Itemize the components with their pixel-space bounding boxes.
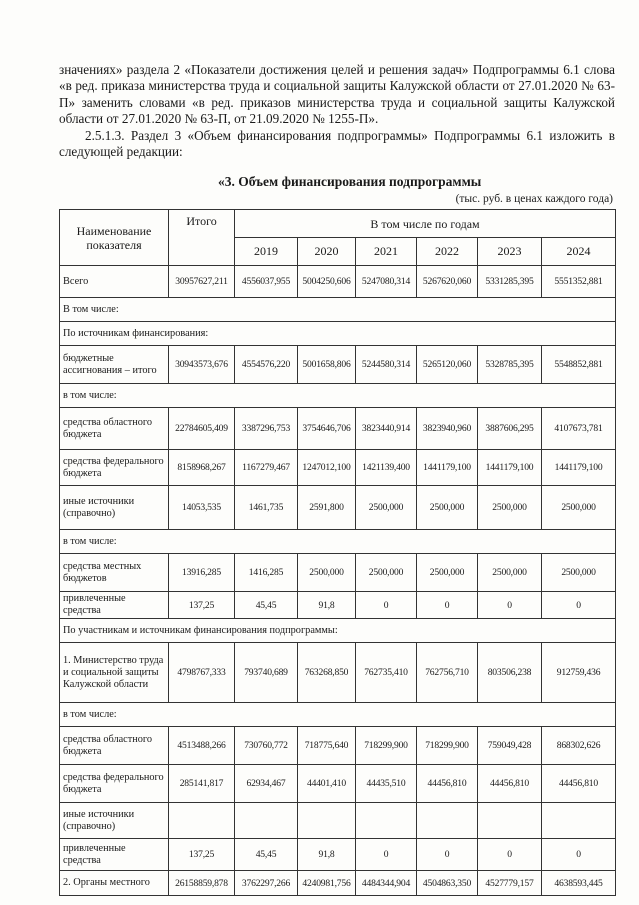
units-note: (тыс. руб. в ценах каждого года): [455, 193, 613, 205]
cell-year-2021: 762735,410: [356, 643, 417, 703]
table-row: [60, 298, 616, 322]
cell-year-2019: 62934,467: [235, 765, 298, 803]
table-row: [60, 266, 616, 298]
cell-year-2024: 868302,626: [542, 727, 616, 765]
row-label: бюджетные ассигнования – итого: [60, 346, 169, 384]
cell-year-2021: 3823440,914: [356, 408, 417, 450]
row-total: 26158859,878: [169, 871, 235, 896]
cell-year-2024: 5548852,881: [542, 346, 616, 384]
cell-year-2023: 1441179,100: [478, 450, 542, 486]
section-instruction-text: 2.5.1.3. Раздел 3 «Объем финансирования подпрограммы» Подпрограммы 6.1 изложить в следующей редакции:: [59, 128, 615, 160]
cell-year-2024: 1441179,100: [542, 450, 616, 486]
financing-table: [59, 209, 616, 896]
cell-year-2021: 718299,900: [356, 727, 417, 765]
cell-year-2019: 3387296,753: [235, 408, 298, 450]
row-subheading: в том числе:: [60, 530, 616, 554]
cell-year-2019: 1416,285: [235, 554, 298, 592]
cell-year-2020: 1247012,100: [298, 450, 356, 486]
cell-year-2023: 5328785,395: [478, 346, 542, 384]
cell-year-2019: 45,45: [235, 592, 298, 619]
row-total: [169, 803, 235, 839]
cell-year-2019: 45,45: [235, 839, 298, 871]
cell-year-2023: 0: [478, 592, 542, 619]
cell-year-2023: 803506,238: [478, 643, 542, 703]
cell-year-2019: 1167279,467: [235, 450, 298, 486]
cell-year-2022: 718299,900: [417, 727, 478, 765]
cell-year-2020: 763268,850: [298, 643, 356, 703]
cell-year-2023: 2500,000: [478, 486, 542, 530]
row-subheading: По участникам и источникам финансирования подпрограммы:: [60, 619, 616, 643]
cell-year-2024: 912759,436: [542, 643, 616, 703]
cell-year-2020: 5001658,806: [298, 346, 356, 384]
row-total: 137,25: [169, 592, 235, 619]
cell-year-2022: 762756,710: [417, 643, 478, 703]
table-row: [60, 450, 616, 486]
table-row: [60, 384, 616, 408]
cell-year-2024: 5551352,881: [542, 266, 616, 298]
year-2019: 2019: [235, 238, 298, 266]
table-row: [60, 486, 616, 530]
cell-year-2021: 44435,510: [356, 765, 417, 803]
table-row: [60, 803, 616, 839]
year-2023: 2023: [478, 238, 542, 266]
row-total: 4798767,333: [169, 643, 235, 703]
cell-year-2023: 4527779,157: [478, 871, 542, 896]
row-total: 13916,285: [169, 554, 235, 592]
row-label: средства областного бюджета: [60, 408, 169, 450]
cell-year-2023: [478, 803, 542, 839]
cell-year-2022: 2500,000: [417, 486, 478, 530]
row-label: средства местных бюджетов: [60, 554, 169, 592]
cell-year-2024: 0: [542, 592, 616, 619]
table-row: [60, 703, 616, 727]
row-subheading: По источникам финансирования:: [60, 322, 616, 346]
cell-year-2019: 1461,735: [235, 486, 298, 530]
row-label: средства федерального бюджета: [60, 450, 169, 486]
cell-year-2020: 91,8: [298, 839, 356, 871]
cell-year-2021: [356, 803, 417, 839]
cell-year-2020: 718775,640: [298, 727, 356, 765]
cell-year-2019: 4554576,220: [235, 346, 298, 384]
cell-year-2022: 5265120,060: [417, 346, 478, 384]
cell-year-2021: 2500,000: [356, 486, 417, 530]
table-row: [60, 839, 616, 871]
cell-year-2019: 730760,772: [235, 727, 298, 765]
cell-year-2021: 0: [356, 592, 417, 619]
cell-year-2023: 3887606,295: [478, 408, 542, 450]
cell-year-2022: 2500,000: [417, 554, 478, 592]
cell-year-2023: 0: [478, 839, 542, 871]
cell-year-2022: 3823940,960: [417, 408, 478, 450]
row-total: 30943573,676: [169, 346, 235, 384]
cell-year-2020: 2591,800: [298, 486, 356, 530]
cell-year-2021: 1421139,400: [356, 450, 417, 486]
section-title: «3. Объем финансирования подпрограммы: [218, 174, 482, 189]
row-total: 14053,535: [169, 486, 235, 530]
table-row: [60, 765, 616, 803]
cell-year-2024: 2500,000: [542, 554, 616, 592]
row-total: 30957627,211: [169, 266, 235, 298]
cell-year-2022: 0: [417, 839, 478, 871]
header-total: Итого: [169, 210, 235, 266]
table-row: [60, 619, 616, 643]
cell-year-2022: 44456,810: [417, 765, 478, 803]
row-label: средства федерального бюджета: [60, 765, 169, 803]
cell-year-2020: [298, 803, 356, 839]
cell-year-2023: 44456,810: [478, 765, 542, 803]
year-2024: 2024: [542, 238, 616, 266]
cell-year-2023: 5331285,395: [478, 266, 542, 298]
row-total: 4513488,266: [169, 727, 235, 765]
header-years-group: В том числе по годам: [235, 210, 616, 238]
row-label: привлеченные средства: [60, 592, 169, 619]
cell-year-2024: 2500,000: [542, 486, 616, 530]
header-row-1: [60, 210, 616, 238]
cell-year-2020: 5004250,606: [298, 266, 356, 298]
section-instruction: [59, 128, 615, 161]
table-row: [60, 322, 616, 346]
cell-year-2023: 759049,428: [478, 727, 542, 765]
cell-year-2021: 5247080,314: [356, 266, 417, 298]
cell-year-2020: 91,8: [298, 592, 356, 619]
row-subheading: В том числе:: [60, 298, 616, 322]
table-row: [60, 346, 616, 384]
table-row: [60, 408, 616, 450]
year-2021: 2021: [356, 238, 417, 266]
cell-year-2020: 44401,410: [298, 765, 356, 803]
year-2022: 2022: [417, 238, 478, 266]
cell-year-2022: [417, 803, 478, 839]
cell-year-2021: 5244580,314: [356, 346, 417, 384]
cell-year-2019: 3762297,266: [235, 871, 298, 896]
cell-year-2022: 4504863,350: [417, 871, 478, 896]
year-2020: 2020: [298, 238, 356, 266]
cell-year-2023: 2500,000: [478, 554, 542, 592]
row-total: 285141,817: [169, 765, 235, 803]
cell-year-2024: 4107673,781: [542, 408, 616, 450]
cell-year-2020: 2500,000: [298, 554, 356, 592]
cell-year-2019: [235, 803, 298, 839]
table-row: [60, 554, 616, 592]
row-label: иные источники (справочно): [60, 803, 169, 839]
cell-year-2019: 4556037,955: [235, 266, 298, 298]
table-row: [60, 871, 616, 896]
cell-year-2019: 793740,689: [235, 643, 298, 703]
cell-year-2021: 4484344,904: [356, 871, 417, 896]
row-subheading: в том числе:: [60, 703, 616, 727]
table-row: [60, 727, 616, 765]
table-row: [60, 592, 616, 619]
header-name: Наименование показателя: [60, 210, 169, 266]
row-label: иные источники (справочно): [60, 486, 169, 530]
row-label: 1. Министерство труда и социальной защиты Калужской области: [60, 643, 169, 703]
row-subheading: в том числе:: [60, 384, 616, 408]
cell-year-2024: [542, 803, 616, 839]
table-row: [60, 530, 616, 554]
cell-year-2022: 5267620,060: [417, 266, 478, 298]
cell-year-2022: 1441179,100: [417, 450, 478, 486]
row-label: привлеченные средства: [60, 839, 169, 871]
cell-year-2021: 2500,000: [356, 554, 417, 592]
cell-year-2024: 44456,810: [542, 765, 616, 803]
row-label: Всего: [60, 266, 169, 298]
row-total: 137,25: [169, 839, 235, 871]
cell-year-2020: 4240981,756: [298, 871, 356, 896]
cell-year-2021: 0: [356, 839, 417, 871]
row-label: средства областного бюджета: [60, 727, 169, 765]
row-label: 2. Органы местного: [60, 871, 169, 896]
cell-year-2022: 0: [417, 592, 478, 619]
intro-paragraph: значениях» раздела 2 «Показатели достижения целей и решения задач» Подпрограммы 6.1 слова «в ред. приказа министерства труда и социальной защиты Калужской области от 27.01.2020 № 63-П» заменить словами «в ред. приказов министерства труда и социальной защиты Калужской области от 27.01.2020 № 63-П, от 21.09.2020 № 1255-П».: [59, 62, 615, 127]
cell-year-2024: 0: [542, 839, 616, 871]
cell-year-2020: 3754646,706: [298, 408, 356, 450]
table-row: [60, 643, 616, 703]
row-total: 8158968,267: [169, 450, 235, 486]
cell-year-2024: 4638593,445: [542, 871, 616, 896]
row-total: 22784605,409: [169, 408, 235, 450]
